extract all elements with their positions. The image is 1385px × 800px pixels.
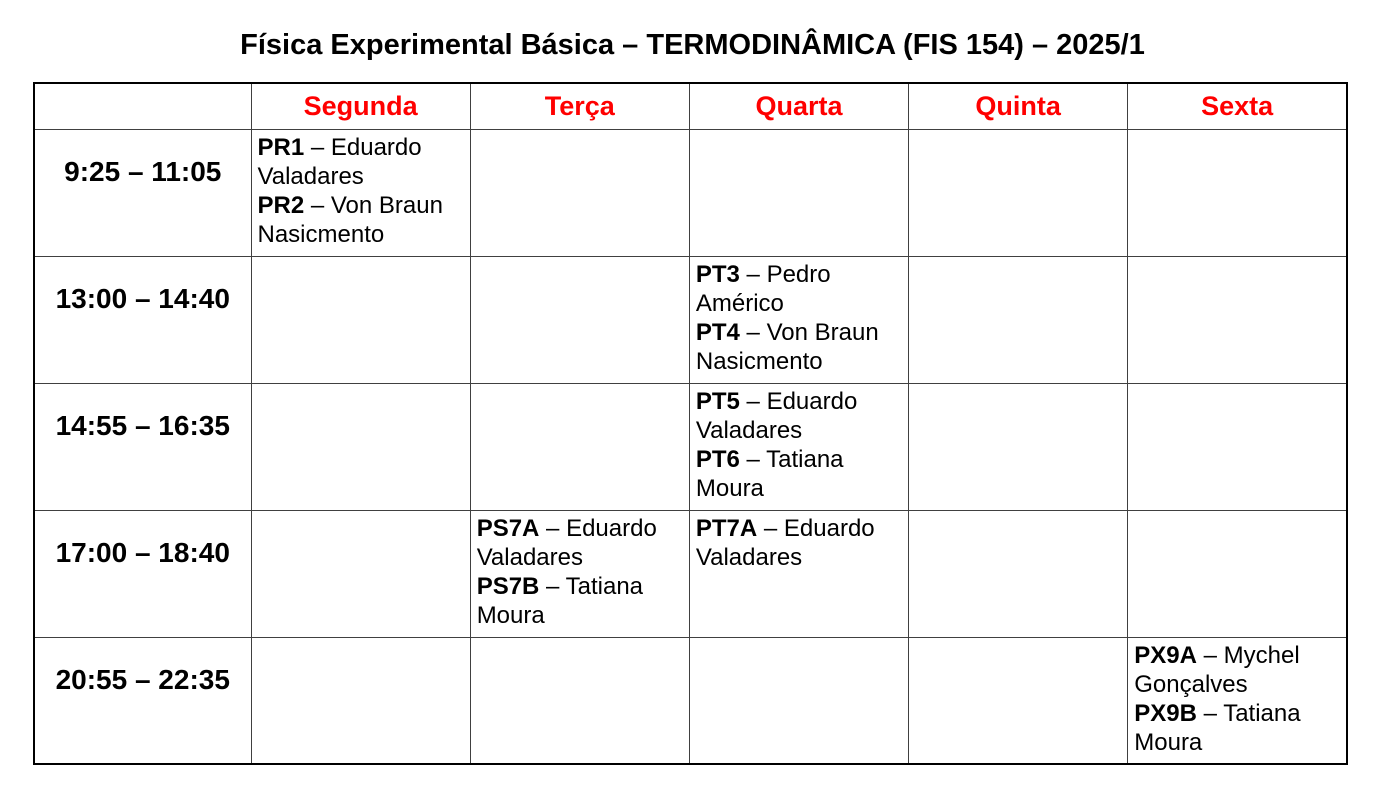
instructor-text: – Von Braun Nasicmento [257,191,443,248]
schedule-cell-quarta [689,510,908,637]
class-entry [696,260,902,318]
class-code: PX9A [1134,641,1197,669]
instructor-text: – Tatiana Moura [695,445,844,502]
class-entry [477,514,683,572]
schedule-cell-quinta [909,256,1128,383]
class-entry [696,318,902,376]
corner-header-cell [34,83,251,129]
class-code: PR1 [257,133,305,161]
schedule-cell-terca [470,637,689,764]
time-slot: 13:00 – 14:40 [34,256,251,383]
class-code: PT6 [695,445,740,473]
class-entry [1134,641,1340,699]
class-code: PR2 [257,191,305,219]
instructor-text: – Eduardo Valadares [476,514,657,571]
schedule-cell-segunda [251,637,470,764]
instructor-text: – Tatiana Moura [476,572,644,629]
instructor-text: – Mychel Gonçalves [1134,641,1300,698]
instructor-text: – Eduardo Valadares [695,514,875,571]
schedule-cell-sexta [1128,637,1347,764]
schedule-cell-sexta [1128,510,1347,637]
schedule-cell-segunda [251,129,470,256]
time-slot: 14:55 – 16:35 [34,383,251,510]
instructor-text: – Eduardo Valadares [257,133,422,190]
class-code: PT3 [695,260,740,288]
class-code: PS7B [476,572,540,600]
header-row [34,83,1347,129]
day-header-terca: Terça [470,83,689,129]
class-entry [477,572,683,630]
day-header-sexta: Sexta [1128,83,1347,129]
schedule-cell-quarta [689,256,908,383]
class-entry [1134,699,1340,757]
schedule-table [33,82,1348,765]
schedule-cell-segunda [251,510,470,637]
schedule-cell-quarta [689,129,908,256]
schedule-cell-segunda [251,383,470,510]
schedule-cell-quinta [909,383,1128,510]
day-header-quinta: Quinta [909,83,1128,129]
schedule-cell-quarta [689,383,908,510]
time-slot: 17:00 – 18:40 [34,510,251,637]
class-entry [696,514,902,572]
schedule-cell-quarta [689,637,908,764]
class-code: PS7A [476,514,540,542]
instructor-text: – Von Braun Nasicmento [695,318,879,375]
class-code: PT7A [695,514,758,542]
class-entry [696,387,902,445]
schedule-cell-quinta [909,637,1128,764]
class-code: PT5 [695,387,740,415]
schedule-cell-quinta [909,129,1128,256]
class-code: PT4 [695,318,740,346]
schedule-cell-sexta [1128,129,1347,256]
schedule-cell-terca [470,510,689,637]
day-header-segunda: Segunda [251,83,470,129]
instructor-text: – Eduardo Valadares [695,387,858,444]
schedule-cell-sexta [1128,383,1347,510]
time-slot: 20:55 – 22:35 [34,637,251,764]
schedule-cell-sexta [1128,256,1347,383]
schedule-cell-terca [470,256,689,383]
schedule-cell-terca [470,129,689,256]
class-entry [696,445,902,503]
schedule-row [34,637,1347,764]
time-slot: 9:25 – 11:05 [34,129,251,256]
schedule-row [34,383,1347,510]
class-entry [258,133,464,191]
schedule-row [34,510,1347,637]
class-code: PX9B [1134,699,1197,727]
page-title: Física Experimental Básica – TERMODINÂMICA (FIS 154) – 2025/1 [240,29,1145,61]
instructor-text: – Pedro Américo [695,260,831,317]
schedule-cell-terca [470,383,689,510]
instructor-text: – Tatiana Moura [1134,699,1301,756]
schedule-row [34,129,1347,256]
schedule-row [34,256,1347,383]
class-entry [258,191,464,249]
schedule-body [34,129,1347,764]
schedule-cell-segunda [251,256,470,383]
schedule-cell-quinta [909,510,1128,637]
day-header-quarta: Quarta [689,83,908,129]
